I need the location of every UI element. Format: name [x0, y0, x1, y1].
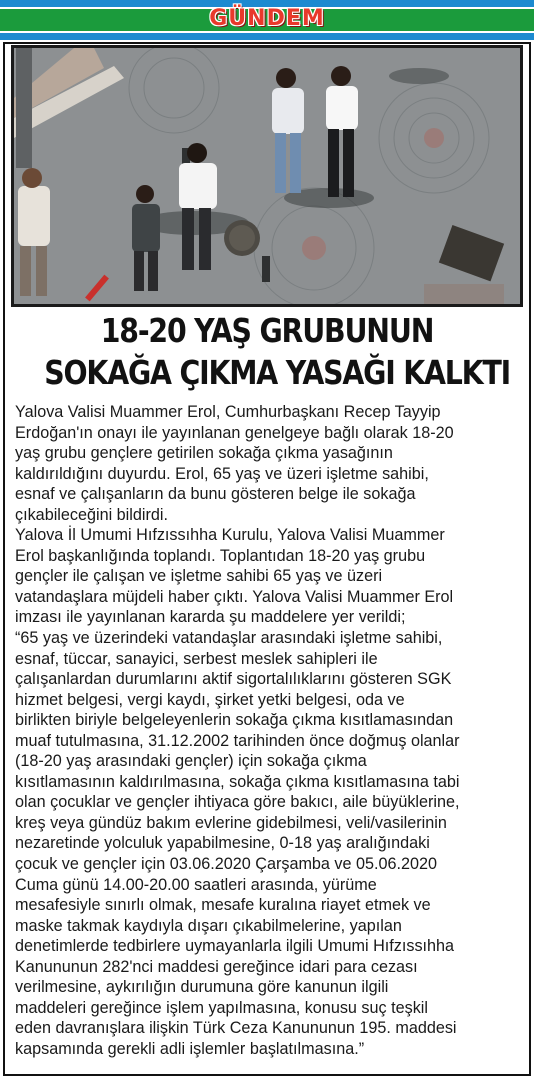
- body-line: maske takmak kaydıyla dışarı çıkabilmelerine, yapılan: [15, 916, 402, 935]
- body-line: hizmet belgesi, vergi kaydı, şirket yetki belgesi, oda ve: [15, 690, 405, 709]
- section-title: GÜNDEM: [209, 6, 325, 31]
- body-line: birlikten biriyle belgeleyenlerin sokağa çıkma kısıtlamasından: [15, 711, 454, 730]
- body-line: Erol başkanlığında toplandı. Toplantıdan 18-20 yaş grubu: [15, 546, 426, 565]
- body-line: esnaf, tüccar, sanayici, serbest meslek sahipleri ile: [15, 649, 378, 668]
- street-scene-illustration: [14, 48, 520, 304]
- body-line: “65 yaş ve üzerindeki vatandaşlar arasındaki işletme sahibi,: [15, 629, 443, 648]
- body-line: çalışanlardan durumlarını aktif sigortalılıklarını gösteren SGK: [15, 670, 452, 689]
- body-line: Cuma günü 14.00-20.00 saatleri arasında, yürüme: [15, 875, 377, 894]
- body-line: Yalova İl Umumi Hıfzıssıhha Kurulu, Yalova Valisi Muammer: [15, 526, 445, 545]
- body-line: Yalova Valisi Muammer Erol, Cumhurbaşkanı Recep Tayyip: [15, 403, 441, 421]
- body-line: olan çocuklar ve gençler ihtiyaca göre bakıcı, aile büyüklerine,: [15, 793, 460, 812]
- body-line: imzası ile yayınlanan kararda şu maddelere yer verildi;: [15, 608, 406, 627]
- body-line: çocuk ve gençler için 03.06.2020 Çarşamba ve 05.06.2020: [15, 855, 438, 874]
- body-line: (18-20 yaş arasındaki gençler) için sokağa çıkma: [15, 752, 367, 771]
- body-line: nezaretinde yolculuk yapabilmesine, 0-18 yaş aralığındaki: [15, 834, 430, 853]
- article-photo: [11, 45, 523, 307]
- headline-line-1: 18-20 YAŞ GRUBUNUN: [100, 311, 434, 350]
- headline: [44, 310, 510, 394]
- body-line: esnaf ve çalışanların da bunu gösteren belge ile sokağa: [15, 485, 416, 504]
- body-line: yaş grubu gençlere getirilen sokağa çıkma yasağının: [15, 444, 393, 463]
- body-line: gençler ile çalışan ve işletme sahibi 65 yaş ve üzeri: [15, 567, 383, 586]
- body-line: eden davranışlara ilişkin Türk Ceza Kanununun 195. maddesi: [15, 1019, 457, 1038]
- body-line: mesafesiyle sınırlı olmak, mesafe kuralına riayet etmek ve: [15, 896, 431, 915]
- body-line: kısıtlamasının kaldırılmasına, sokağa çıkma kısıtlamasına tabi: [15, 772, 460, 791]
- body-line: verilmesine, aykırılığın durumuna göre kanunun ilgili: [15, 978, 389, 997]
- body-line: çıkabileceğini bildirdi.: [15, 505, 168, 524]
- body-line: muaf tutulmasına, 31.12.2002 tarihinden önce doğmuş olanlar: [15, 731, 460, 750]
- body-line: vatandaşlara müjdeli haber çıktı. Yalova Valisi Muammer Erol: [15, 587, 454, 606]
- headline-line-2: SOKAĞA ÇIKMA YASAĞI KALKTI: [44, 353, 510, 392]
- body-line: denetimlerde tedbirlere uymayanlarla ilgili Umumi Hıfzıssıhha: [15, 937, 455, 956]
- body-line: kaldırıldığını duyurdu. Erol, 65 yaş ve üzeri işletme sahibi,: [15, 464, 429, 483]
- body-line: maddeleri gereğince işlem yapılmasına, konusu suç teşkil: [15, 998, 428, 1017]
- section-banner: [0, 0, 534, 42]
- body-line: Kanununun 282'nci maddesi gereğince idari para cezası: [15, 957, 418, 976]
- body-line: kapsamında gerekli adli işlemler başlatılmasına.”: [15, 1039, 365, 1058]
- body-line: kreş veya gündüz bakım evlerine gidebilmesi, veli/vasilerinin: [15, 813, 447, 832]
- article-body: [15, 402, 520, 1060]
- body-line: Erdoğan'ın onayı ile yayınlanan genelgeye bağlı olarak 18-20: [15, 423, 454, 442]
